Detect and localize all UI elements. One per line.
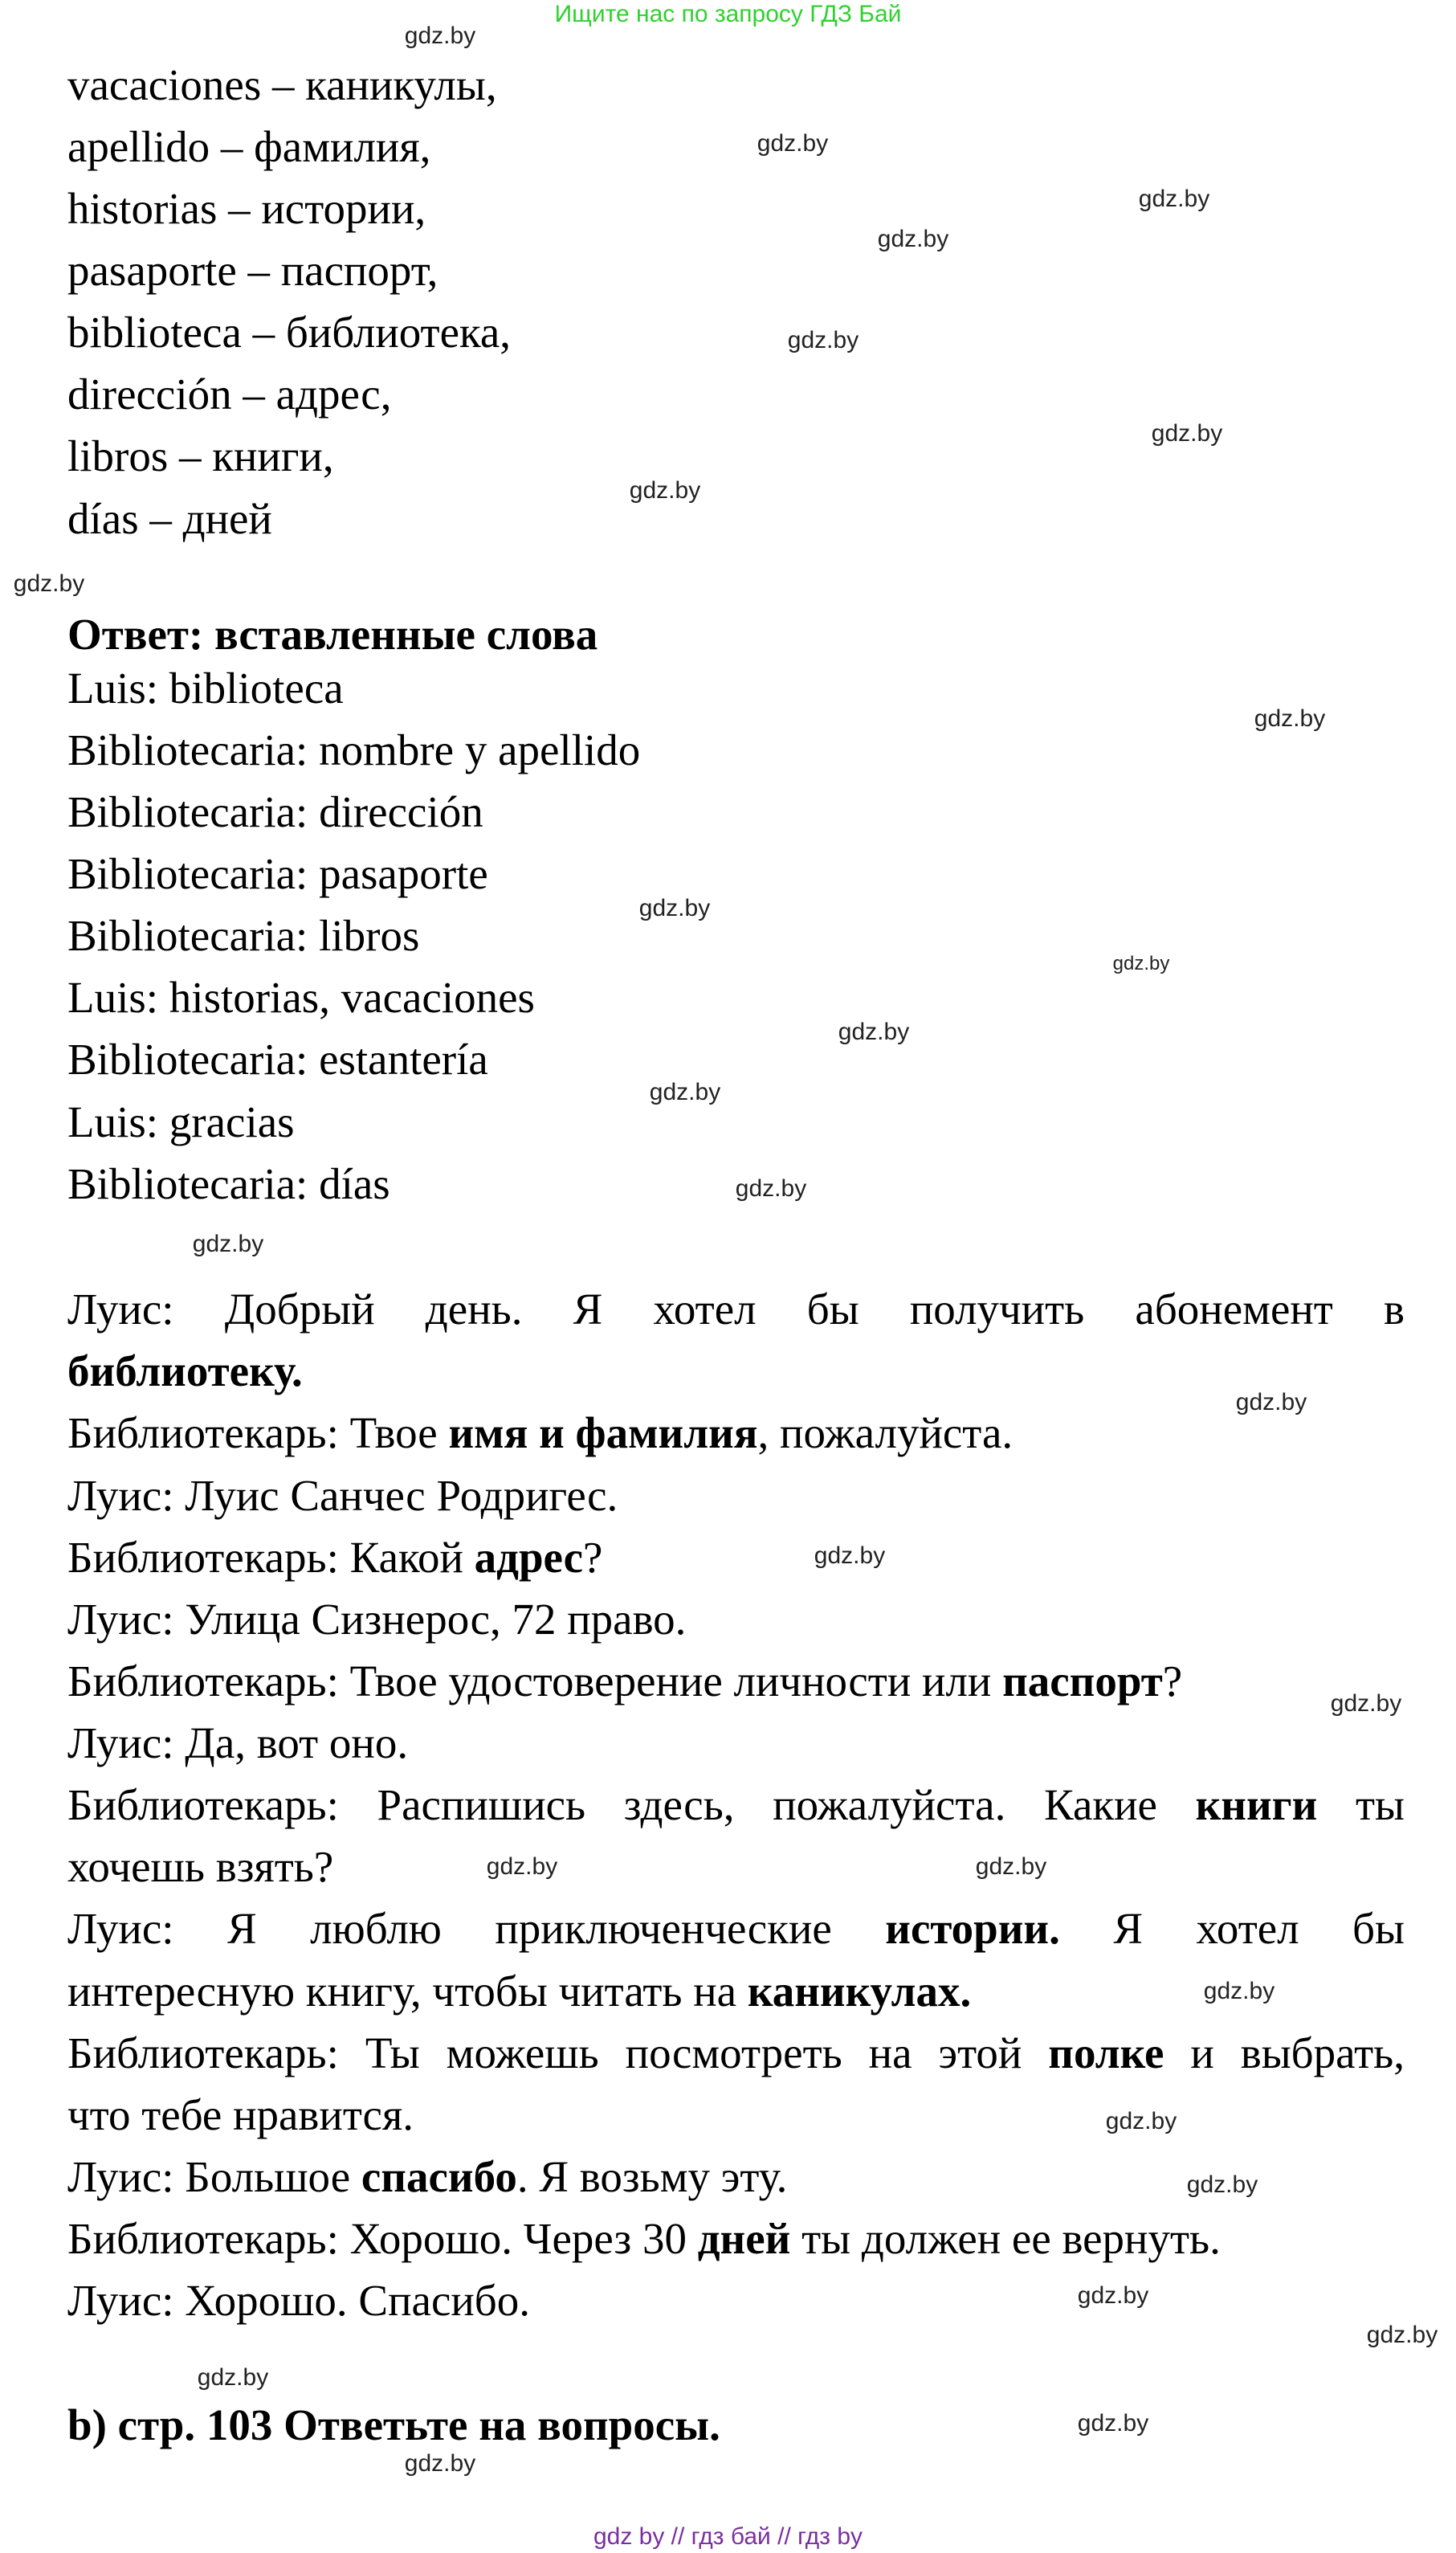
watermark-text: gdz.by [404,22,476,49]
answer-line: Luis: gracias [67,1097,295,1146]
dialogue-line [67,1464,618,1527]
dialogue-line [67,2146,787,2208]
watermark-text: gdz.by [13,570,85,597]
answer-line: Bibliotecaria: nombre y apellido [67,725,641,774]
dialogue-text: что тебе нравится. [67,2090,414,2139]
footer-links[interactable]: gdz by // гдз бай // гдз by [593,2523,863,2550]
watermark-text: gdz.by [787,327,859,353]
dialogue-text: и выбрать, [1164,2028,1405,2077]
inserted-word: адрес [474,1533,584,1582]
dialogue-line [67,1960,971,2023]
watermark-text: gdz.by [486,1853,558,1880]
dialogue-line [67,2208,1221,2270]
inserted-word: истории. [885,1904,1060,1953]
dialogue-text: Библиотекарь: Хорошо. Через 30 [67,2214,698,2263]
task-b-heading: b) стр. 103 Ответьте на вопросы. [67,2400,720,2449]
watermark-text: gdz.by [975,1853,1047,1880]
answer-line: Bibliotecaria: dirección [67,787,483,836]
watermark-text: gdz.by [1330,1690,1402,1717]
dialogue-text: ты должен ее вернуть. [790,2214,1221,2263]
dialogue-text: Луис: Большое [67,2152,361,2201]
answer-line: Bibliotecaria: pasaporte [67,849,488,898]
dialogue-text: Луис: Хорошо. Спасибо. [67,2276,531,2325]
watermark-text: gdz.by [192,1231,264,1257]
dialogue-text: Луис: Да, вот оно. [67,1718,409,1767]
dialogue-text: . Я возьму эту. [516,2152,788,2201]
watermark-text: gdz.by [838,1019,910,1045]
dialogue-text: интересную книгу, чтобы читать на [67,1967,748,2016]
watermark-text: gdz.by [197,2364,269,2391]
inserted-word: паспорт [1002,1656,1163,1705]
dialogue-text: ты [1317,1780,1405,1829]
watermark-text: gdz.by [649,1079,721,1105]
dialogue-line [67,2084,414,2147]
vocabulary-item: libros – книги, [67,431,334,480]
watermark-text: gdz.by [1151,420,1223,447]
answer-line: Luis: historias, vacaciones [67,973,535,1022]
watermark-text: gdz.by [1077,2282,1149,2309]
inserted-word: полке [1048,2028,1164,2077]
inserted-word: библиотеку. [67,1346,303,1395]
vocabulary-item: historias – истории, [67,184,426,233]
inserted-word: книги [1195,1780,1318,1829]
watermark-text: gdz.by [1235,1389,1307,1415]
dialogue-line [67,1712,408,1775]
dialogue-text: Библиотекарь: Распишись здесь, пожалуйста. Какие [67,1780,1196,1829]
dialogue-text: ? [1162,1656,1183,1705]
inserted-word: имя и фамилия [448,1408,758,1457]
watermark-text: gdz.by [638,895,711,921]
answer-line: Luis: biblioteca [67,664,344,713]
vocabulary-item: apellido – фамилия, [67,122,431,171]
dialogue-text: Библиотекарь: Твое удостоверение личности или [67,1656,1003,1705]
watermark-text: gdz.by [1186,2171,1258,2198]
inserted-word: спасибо [361,2152,517,2201]
vocabulary-item: vacaciones – каникулы, [67,60,497,109]
watermark-text: gdz.by [1105,2108,1177,2134]
watermark-text: gdz.by [1138,186,1210,212]
vocabulary-item: biblioteca – библиотека, [67,308,512,357]
watermark-text: gdz.by [757,130,829,157]
dialogue-line [67,1774,1405,1836]
watermark-text: gdz.by [1366,2322,1438,2348]
vocabulary-item: dirección – адрес, [67,370,392,419]
dialogue-text: Библиотекарь: Какой [67,1533,475,1582]
watermark-text: gdz.by [735,1175,807,1202]
dialogue-text: Луис: Добрый день. Я хотел бы получить абонемент в [67,1285,1405,1334]
answer-line: Bibliotecaria: estantería [67,1035,488,1084]
watermark-text: gdz.by [629,477,701,504]
vocabulary-item: pasaporte – паспорт, [67,246,438,295]
dialogue-line [67,1402,1013,1464]
answer-line: Bibliotecaria: libros [67,911,420,960]
watermark-text: gdz.by [1203,1978,1275,2004]
watermark-text: gdz.by [814,1542,886,1569]
watermark-text: gdz.by [1077,2410,1149,2437]
dialogue-text: , пожалуйста. [757,1408,1013,1457]
inserted-word: дней [697,2214,791,2263]
dialogue-text: Библиотекарь: Твое [67,1408,449,1457]
watermark-text: gdz.by [877,226,949,252]
vocabulary-item: días – дней [67,494,272,543]
dialogue-text: Я хотел бы [1059,1904,1405,1953]
dialogue-text: Луис: Улица Сизнерос, 72 право. [67,1595,687,1644]
dialogue-text: хочешь взять? [67,1842,334,1891]
watermark-text: gdz.by [404,2450,476,2477]
dialogue-line [67,1588,686,1651]
answer-heading: Ответ: вставленные слова [67,610,598,659]
dialogue-line [67,1836,333,1898]
dialogue-line [67,1650,1182,1713]
watermark-text: gdz.by [1112,953,1170,974]
dialogue-text: ? [583,1533,603,1582]
dialogue-line [67,2022,1405,2085]
dialogue-text: Луис: Луис Санчес Родригес. [67,1471,618,1520]
search-hint-banner[interactable]: Ищите нас по запросу ГДЗ Бай [554,1,902,27]
dialogue-line [67,1340,303,1403]
inserted-word: каникулах. [747,1967,972,2016]
answer-line: Bibliotecaria: días [67,1159,390,1208]
dialogue-text: Луис: Я люблю приключенческие [67,1904,886,1953]
dialogue-line [67,1897,1405,1960]
dialogue-line [67,1278,1405,1341]
dialogue-text: Библиотекарь: Ты можешь посмотреть на этой [67,2028,1049,2077]
watermark-text: gdz.by [1254,705,1326,732]
dialogue-line [67,1526,602,1589]
dialogue-line [67,2269,530,2332]
